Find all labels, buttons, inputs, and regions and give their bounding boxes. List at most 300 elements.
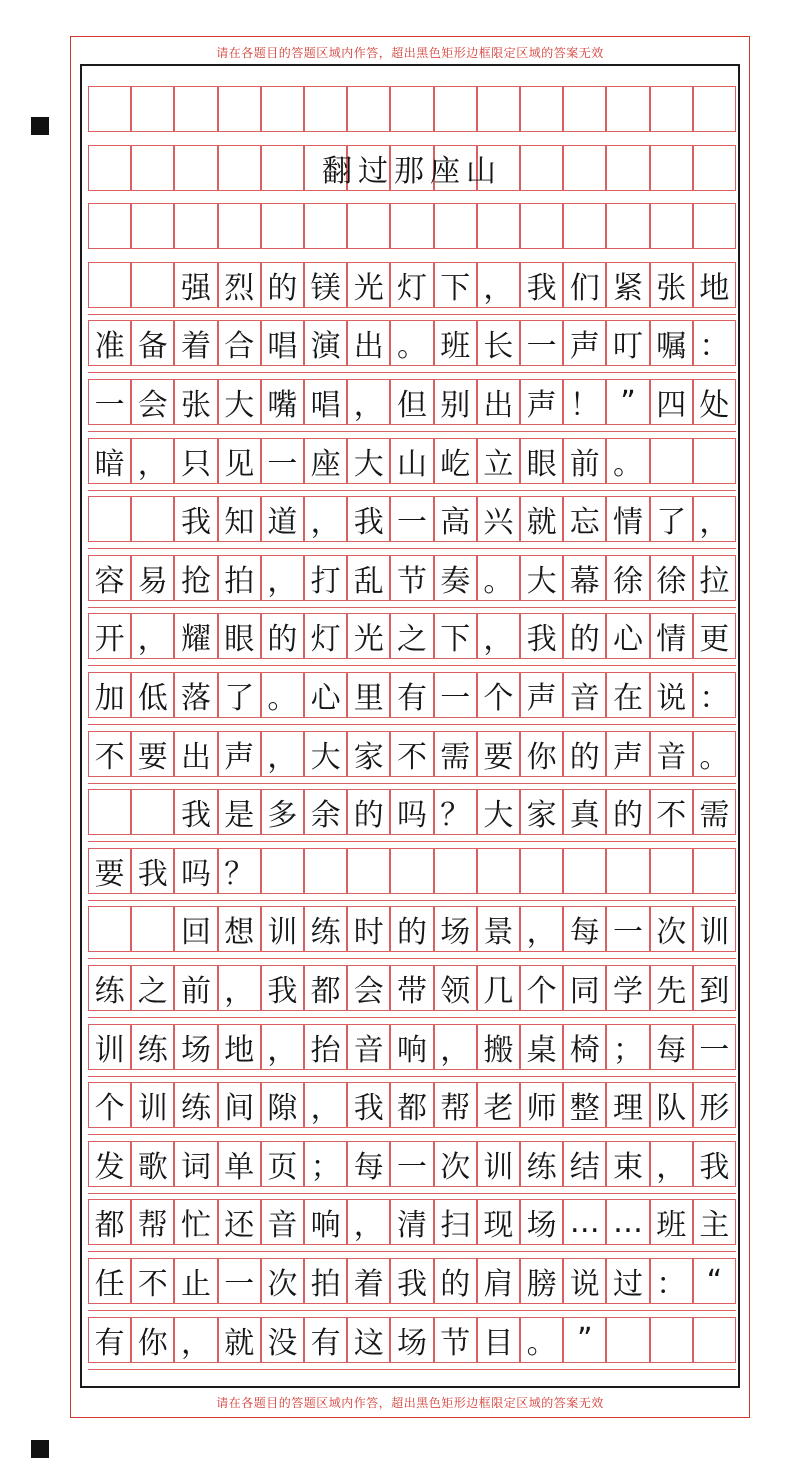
row-separator <box>88 1076 736 1077</box>
grid-cell: 前 <box>174 965 217 1011</box>
grid-cell: 就 <box>520 496 563 542</box>
grid-cell: 搬 <box>477 1024 520 1070</box>
grid-cell <box>606 86 649 132</box>
grid-cell: ， <box>347 379 390 425</box>
row-separator <box>88 783 736 784</box>
grid-cell: 我 <box>174 496 217 542</box>
grid-cell <box>477 203 520 249</box>
grid-cell: 知 <box>218 496 261 542</box>
grid-cell <box>261 86 304 132</box>
grid-cell: 拍 <box>218 555 261 601</box>
grid-cell <box>606 203 649 249</box>
grid-cell: 暗 <box>88 438 131 484</box>
grid-cell <box>693 438 736 484</box>
essay-line <box>88 789 736 835</box>
grid-cell <box>218 86 261 132</box>
grid-cell <box>261 848 304 894</box>
row-separator <box>88 1251 736 1252</box>
grid-cell: 灯 <box>390 262 433 308</box>
grid-cell: 帮 <box>131 1199 174 1245</box>
essay-line <box>88 731 736 777</box>
grid-cell: 过 <box>606 1258 649 1304</box>
grid-cell: 一 <box>261 438 304 484</box>
grid-cell: ， <box>434 1024 477 1070</box>
grid-cell: 但 <box>390 379 433 425</box>
grid-cell: 座 <box>304 438 347 484</box>
grid-cell: 打 <box>304 555 347 601</box>
row-separator <box>88 900 736 901</box>
grid-cell: 徐 <box>606 555 649 601</box>
essay-line <box>88 1317 736 1363</box>
grid-cell: 练 <box>520 1141 563 1187</box>
grid-cell: 准 <box>88 320 131 366</box>
grid-cell <box>434 86 477 132</box>
grid-cell <box>650 438 693 484</box>
grid-cell: 班 <box>434 320 477 366</box>
grid-cell: 词 <box>174 1141 217 1187</box>
grid-cell: 需 <box>693 789 736 835</box>
grid-cell: 整 <box>563 1082 606 1128</box>
grid-cell: 张 <box>650 262 693 308</box>
grid-cell: 耀 <box>174 613 217 659</box>
grid-cell: 。 <box>477 555 520 601</box>
grid-cell: ， <box>520 906 563 952</box>
grid-cell: 帮 <box>434 1082 477 1128</box>
essay-line <box>88 1082 736 1128</box>
grid-cell: 音 <box>563 672 606 718</box>
grid-cell: ， <box>261 555 304 601</box>
grid-cell: 声 <box>563 320 606 366</box>
row-separator <box>88 1369 736 1370</box>
grid-cell <box>563 86 606 132</box>
grid-cell: 队 <box>650 1082 693 1128</box>
grid-cell: 师 <box>520 1082 563 1128</box>
grid-cell: 别 <box>434 379 477 425</box>
grid-cell: 眼 <box>520 438 563 484</box>
grid-cell: 乱 <box>347 555 390 601</box>
grid-cell: 不 <box>650 789 693 835</box>
essay-line <box>88 1199 736 1245</box>
grid-cell: 光 <box>347 262 390 308</box>
grid-cell <box>131 203 174 249</box>
grid-cell: 容 <box>88 555 131 601</box>
grid-cell <box>88 86 131 132</box>
grid-cell: 场 <box>434 906 477 952</box>
alignment-marker-bottom <box>31 1440 49 1458</box>
grid-cell: 歌 <box>131 1141 174 1187</box>
grid-cell: 我 <box>390 1258 433 1304</box>
grid-cell: 会 <box>131 379 174 425</box>
grid-cell: 一 <box>693 1024 736 1070</box>
grid-cell: 长 <box>477 320 520 366</box>
grid-cell: 先 <box>650 965 693 1011</box>
grid-cell: 一 <box>218 1258 261 1304</box>
essay-line <box>88 1258 736 1304</box>
grid-cell: ， <box>174 1317 217 1363</box>
grid-cell <box>218 203 261 249</box>
grid-cell: ， <box>304 1082 347 1128</box>
grid-cell: 家 <box>347 731 390 777</box>
grid-cell: 的 <box>261 262 304 308</box>
grid-cell: 。 <box>390 320 433 366</box>
grid-cell: 次 <box>434 1141 477 1187</box>
grid-cell: 不 <box>131 1258 174 1304</box>
grid-cell: 易 <box>131 555 174 601</box>
title-row <box>88 145 736 191</box>
grid-cell: 的 <box>261 613 304 659</box>
grid-cell: 抬 <box>304 1024 347 1070</box>
grid-cell: 间 <box>218 1082 261 1128</box>
grid-cell: 单 <box>218 1141 261 1187</box>
grid-cell: 加 <box>88 672 131 718</box>
grid-cell <box>131 789 174 835</box>
grid-cell: 立 <box>477 438 520 484</box>
grid-cell: 同 <box>563 965 606 1011</box>
grid-cell: 节 <box>434 1317 477 1363</box>
grid-cell: 我 <box>520 613 563 659</box>
grid-cell: 练 <box>304 906 347 952</box>
blank-row <box>88 203 736 249</box>
grid-cell: 回 <box>174 906 217 952</box>
essay-line <box>88 262 736 308</box>
grid-cell: 山 <box>390 438 433 484</box>
grid-cell: 理 <box>606 1082 649 1128</box>
grid-cell: 一 <box>434 672 477 718</box>
grid-cell: 奏 <box>434 555 477 601</box>
grid-cell: 形 <box>693 1082 736 1128</box>
grid-cell: 现 <box>477 1199 520 1245</box>
grid-cell: 叮 <box>606 320 649 366</box>
grid-cell: ？ <box>434 789 477 835</box>
grid-cell <box>131 86 174 132</box>
grid-cell: 场 <box>520 1199 563 1245</box>
grid-cell: 高 <box>434 496 477 542</box>
grid-cell: 响 <box>304 1199 347 1245</box>
grid-cell: 都 <box>390 1082 433 1128</box>
grid-cell: 一 <box>606 906 649 952</box>
row-separator <box>88 665 736 666</box>
grid-cell: 之 <box>390 613 433 659</box>
row-separator <box>88 1134 736 1135</box>
grid-cell <box>88 789 131 835</box>
essay-line <box>88 438 736 484</box>
grid-cell: 下 <box>434 613 477 659</box>
grid-cell <box>347 848 390 894</box>
grid-cell: 情 <box>650 613 693 659</box>
grid-cell: 要 <box>131 731 174 777</box>
grid-cell <box>88 203 131 249</box>
grid-cell: 有 <box>304 1317 347 1363</box>
grid-cell: 强 <box>174 262 217 308</box>
grid-cell: 光 <box>347 613 390 659</box>
grid-cell: ， <box>477 262 520 308</box>
grid-cell: 训 <box>88 1024 131 1070</box>
grid-cell: 情 <box>606 496 649 542</box>
grid-cell: 学 <box>606 965 649 1011</box>
grid-cell: 拍 <box>304 1258 347 1304</box>
grid-cell: 不 <box>88 731 131 777</box>
grid-cell: 止 <box>174 1258 217 1304</box>
row-separator <box>88 1310 736 1311</box>
grid-cell: 次 <box>261 1258 304 1304</box>
grid-cell: ， <box>650 1141 693 1187</box>
grid-cell <box>563 203 606 249</box>
grid-cell: 束 <box>606 1141 649 1187</box>
grid-cell: ， <box>693 496 736 542</box>
grid-cell <box>650 203 693 249</box>
grid-cell: 响 <box>390 1024 433 1070</box>
grid-cell <box>390 86 433 132</box>
grid-cell: 我 <box>693 1141 736 1187</box>
grid-cell: 大 <box>347 438 390 484</box>
grid-cell: 我 <box>174 789 217 835</box>
grid-cell <box>304 203 347 249</box>
grid-cell: 抢 <box>174 555 217 601</box>
essay-line <box>88 555 736 601</box>
grid-cell: 目 <box>477 1317 520 1363</box>
grid-cell: ： <box>693 672 736 718</box>
grid-cell: 训 <box>477 1141 520 1187</box>
grid-cell: 我 <box>261 965 304 1011</box>
grid-cell: 了 <box>650 496 693 542</box>
grid-cell: 我 <box>131 848 174 894</box>
row-separator <box>88 548 736 549</box>
grid-cell: ， <box>347 1199 390 1245</box>
grid-cell <box>304 848 347 894</box>
grid-cell: 忘 <box>563 496 606 542</box>
grid-cell: 心 <box>304 672 347 718</box>
grid-cell: 拉 <box>693 555 736 601</box>
grid-cell: … <box>606 1199 649 1245</box>
grid-cell: 我 <box>347 496 390 542</box>
grid-cell: 备 <box>131 320 174 366</box>
grid-cell: ， <box>131 613 174 659</box>
essay-line <box>88 965 736 1011</box>
grid-cell <box>520 203 563 249</box>
grid-cell <box>347 203 390 249</box>
blank-row <box>88 86 736 132</box>
grid-cell: 场 <box>390 1317 433 1363</box>
grid-cell: 清 <box>390 1199 433 1245</box>
grid-cell: 的 <box>347 789 390 835</box>
grid-cell <box>650 1317 693 1363</box>
grid-cell: 张 <box>174 379 217 425</box>
grid-cell: 每 <box>650 1024 693 1070</box>
grid-cell: 前 <box>563 438 606 484</box>
grid-cell: 练 <box>88 965 131 1011</box>
grid-cell: 训 <box>693 906 736 952</box>
grid-cell: 幕 <box>563 555 606 601</box>
grid-cell: 的 <box>390 906 433 952</box>
grid-cell: 桌 <box>520 1024 563 1070</box>
grid-cell: 。 <box>606 438 649 484</box>
grid-cell: 隙 <box>261 1082 304 1128</box>
grid-cell: 地 <box>693 262 736 308</box>
grid-cell <box>131 496 174 542</box>
grid-cell <box>434 203 477 249</box>
grid-cell: 会 <box>347 965 390 1011</box>
grid-cell: 的 <box>563 613 606 659</box>
grid-cell: 音 <box>650 731 693 777</box>
grid-cell <box>693 203 736 249</box>
row-separator <box>88 490 736 491</box>
essay-line <box>88 1024 736 1070</box>
grid-cell: 老 <box>477 1082 520 1128</box>
essay-line <box>88 848 736 894</box>
grid-cell <box>563 848 606 894</box>
grid-cell: ， <box>304 496 347 542</box>
grid-cell <box>347 86 390 132</box>
grid-cell: 不 <box>390 731 433 777</box>
grid-cell <box>261 203 304 249</box>
grid-cell: 主 <box>693 1199 736 1245</box>
grid-cell <box>520 86 563 132</box>
grid-cell: 余 <box>304 789 347 835</box>
grid-cell: 需 <box>434 731 477 777</box>
grid-cell: 个 <box>88 1082 131 1128</box>
grid-cell: 每 <box>563 906 606 952</box>
grid-cell <box>88 262 131 308</box>
grid-cell: 要 <box>88 848 131 894</box>
grid-cell: ！ <box>563 379 606 425</box>
essay-line <box>88 1141 736 1187</box>
grid-cell: 结 <box>563 1141 606 1187</box>
grid-cell: 次 <box>650 906 693 952</box>
grid-cell: ， <box>477 613 520 659</box>
alignment-marker-top <box>31 117 49 135</box>
row-separator <box>88 841 736 842</box>
grid-cell: ” <box>563 1317 606 1363</box>
grid-cell: ， <box>131 438 174 484</box>
grid-cell <box>693 1317 736 1363</box>
grid-cell: 烈 <box>218 262 261 308</box>
grid-cell: 领 <box>434 965 477 1011</box>
grid-cell: 有 <box>88 1317 131 1363</box>
grid-cell: 一 <box>390 496 433 542</box>
grid-cell <box>693 848 736 894</box>
essay-title: 翻过那座山 <box>322 153 502 189</box>
grid-cell: 扫 <box>434 1199 477 1245</box>
grid-cell: 吗 <box>390 789 433 835</box>
grid-cell: 更 <box>693 613 736 659</box>
grid-cell: 场 <box>174 1024 217 1070</box>
grid-cell: 落 <box>174 672 217 718</box>
grid-cell: 下 <box>434 262 477 308</box>
row-separator <box>88 958 736 959</box>
grid-cell: 出 <box>347 320 390 366</box>
grid-cell: 有 <box>390 672 433 718</box>
grid-cell: 的 <box>434 1258 477 1304</box>
grid-cell <box>131 906 174 952</box>
grid-cell: 还 <box>218 1199 261 1245</box>
grid-cell: 膀 <box>520 1258 563 1304</box>
grid-cell: 们 <box>563 262 606 308</box>
grid-cell <box>434 848 477 894</box>
grid-cell <box>520 848 563 894</box>
grid-cell: 演 <box>304 320 347 366</box>
grid-cell: 忙 <box>174 1199 217 1245</box>
grid-cell: 。 <box>261 672 304 718</box>
grid-cell: 音 <box>261 1199 304 1245</box>
grid-cell: 家 <box>520 789 563 835</box>
grid-cell: 班 <box>650 1199 693 1245</box>
grid-cell: 的 <box>606 789 649 835</box>
grid-cell: 地 <box>218 1024 261 1070</box>
grid-cell: 紧 <box>606 262 649 308</box>
grid-cell <box>606 1317 649 1363</box>
grid-cell: 大 <box>304 731 347 777</box>
grid-cell <box>606 848 649 894</box>
grid-cell: 里 <box>347 672 390 718</box>
grid-cell: 我 <box>347 1082 390 1128</box>
grid-cell: 页 <box>261 1141 304 1187</box>
grid-cell: ： <box>650 1258 693 1304</box>
grid-cell: 真 <box>563 789 606 835</box>
essay-line <box>88 320 736 366</box>
grid-cell: 的 <box>563 731 606 777</box>
grid-cell: ； <box>304 1141 347 1187</box>
grid-cell: ； <box>606 1024 649 1070</box>
grid-cell: 你 <box>520 731 563 777</box>
grid-cell: 训 <box>261 906 304 952</box>
grid-cell: 多 <box>261 789 304 835</box>
grid-cell: 个 <box>477 672 520 718</box>
grid-cell: 嘴 <box>261 379 304 425</box>
grid-cell: 四 <box>650 379 693 425</box>
grid-cell: 灯 <box>304 613 347 659</box>
grid-cell: ， <box>218 965 261 1011</box>
grid-cell: 之 <box>131 965 174 1011</box>
grid-cell <box>304 86 347 132</box>
grid-cell: 低 <box>131 672 174 718</box>
grid-cell: 处 <box>693 379 736 425</box>
grid-cell: 眼 <box>218 613 261 659</box>
grid-cell: 想 <box>218 906 261 952</box>
grid-cell <box>477 86 520 132</box>
row-separator <box>88 1193 736 1194</box>
grid-cell: 声 <box>218 731 261 777</box>
grid-cell: ” <box>606 379 649 425</box>
grid-cell: 训 <box>131 1082 174 1128</box>
grid-cell: 椅 <box>563 1024 606 1070</box>
grid-cell: 到 <box>693 965 736 1011</box>
grid-cell: 肩 <box>477 1258 520 1304</box>
grid-cell: ？ <box>218 848 261 894</box>
essay-line <box>88 613 736 659</box>
grid-cell: 说 <box>650 672 693 718</box>
grid-cell: 大 <box>520 555 563 601</box>
grid-cell: 就 <box>218 1317 261 1363</box>
essay-line <box>88 906 736 952</box>
grid-cell: 没 <box>261 1317 304 1363</box>
grid-cell: 唱 <box>261 320 304 366</box>
grid-cell: 开 <box>88 613 131 659</box>
grid-cell: 大 <box>477 789 520 835</box>
grid-cell: 在 <box>606 672 649 718</box>
grid-cell: 任 <box>88 1258 131 1304</box>
grid-cell: 心 <box>606 613 649 659</box>
essay-line <box>88 672 736 718</box>
grid-cell: 每 <box>347 1141 390 1187</box>
grid-cell: 声 <box>606 731 649 777</box>
grid-cell <box>174 86 217 132</box>
grid-cell: 一 <box>390 1141 433 1187</box>
essay-line <box>88 379 736 425</box>
essay-line <box>88 496 736 542</box>
grid-cell: 这 <box>347 1317 390 1363</box>
grid-cell: 。 <box>693 731 736 777</box>
grid-cell: 徐 <box>650 555 693 601</box>
